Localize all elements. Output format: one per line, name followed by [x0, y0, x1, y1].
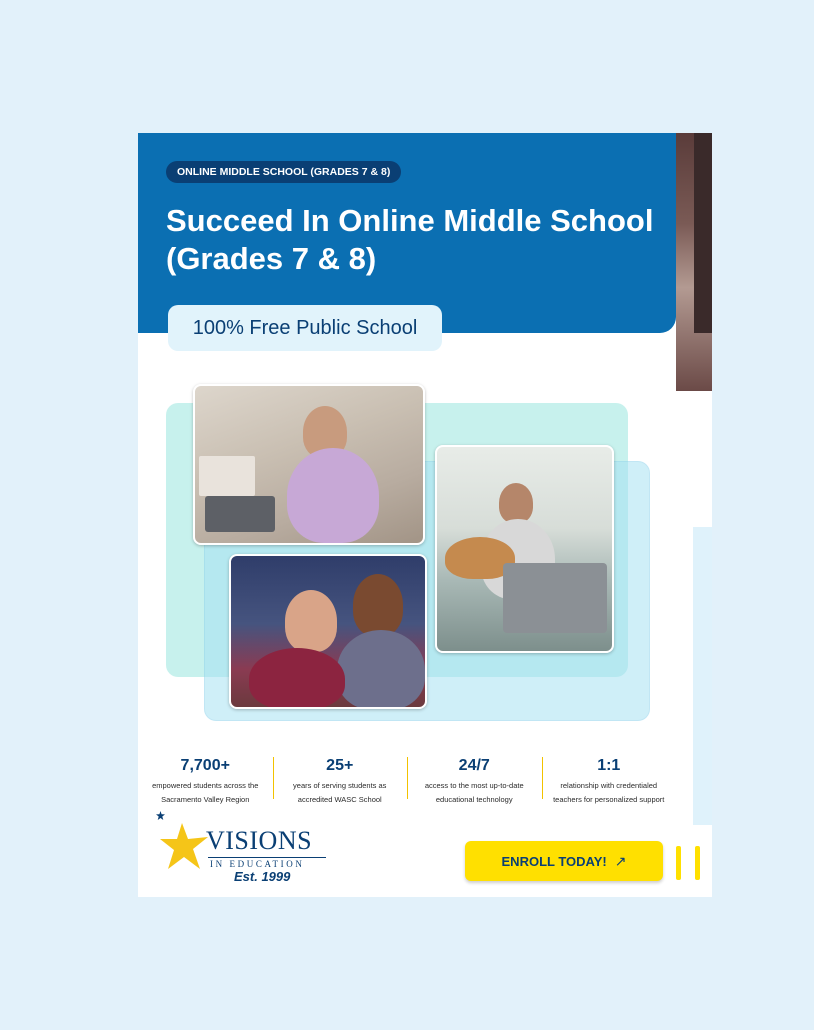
promo-card: [138, 133, 712, 897]
arrow-up-right-icon: ↗: [614, 853, 627, 869]
stat-value: 1:1: [597, 757, 621, 774]
shelf-shape: [199, 456, 255, 496]
stat-years: [273, 753, 408, 813]
stat-ratio: [542, 753, 677, 813]
free-school-pill: 100% Free Public School: [168, 305, 442, 351]
logo-wordmark: VISIONS: [206, 826, 313, 855]
small-star-icon: [156, 811, 165, 820]
stats-row: [138, 753, 676, 813]
stat-value: 7,700+: [180, 757, 230, 774]
page-title: Succeed In Online Middle School (Grades 7 & 8): [166, 203, 654, 276]
accent-bar: [695, 846, 700, 880]
side-photo-edge: [676, 133, 712, 391]
visions-logo: [154, 807, 334, 887]
accent-bar: [676, 846, 681, 880]
stat-value: 25+: [326, 757, 354, 774]
student-guitar-photo: [435, 445, 614, 653]
enroll-label: ENROLL TODAY!: [501, 854, 607, 869]
logo-established: Est. 1999: [234, 869, 291, 884]
shirt-shape: [337, 630, 425, 709]
stat-label: years of serving students as accredited WASC School: [293, 781, 387, 804]
teacher-student-photo: [229, 554, 427, 709]
student-laptop-photo: [193, 384, 425, 545]
top-shape: [249, 648, 345, 709]
enroll-today-button[interactable]: [465, 841, 663, 881]
student-head: [353, 574, 403, 636]
student-head: [499, 483, 533, 523]
stat-label: relationship with credentialed teachers for personalized support: [553, 781, 665, 804]
stat-access: [407, 753, 542, 813]
laptop-shape: [205, 496, 275, 532]
side-strip: [693, 527, 712, 825]
stat-value: 24/7: [458, 757, 490, 774]
stat-label: access to the most up-to-date educational technology: [424, 781, 524, 804]
hero-banner: [138, 133, 676, 333]
logo-tagline: IN EDUCATION: [210, 859, 305, 869]
stat-students: [138, 753, 273, 813]
laptop-shape: [503, 563, 607, 633]
stat-label: empowered students across the Sacramento Valley Region: [152, 781, 259, 804]
teacher-head: [285, 590, 337, 652]
logo-rule: [208, 857, 326, 858]
eyebrow-badge: ONLINE MIDDLE SCHOOL (GRADES 7 & 8): [166, 161, 401, 183]
star-logo-icon: [160, 821, 210, 871]
hoodie-shape: [287, 448, 379, 543]
